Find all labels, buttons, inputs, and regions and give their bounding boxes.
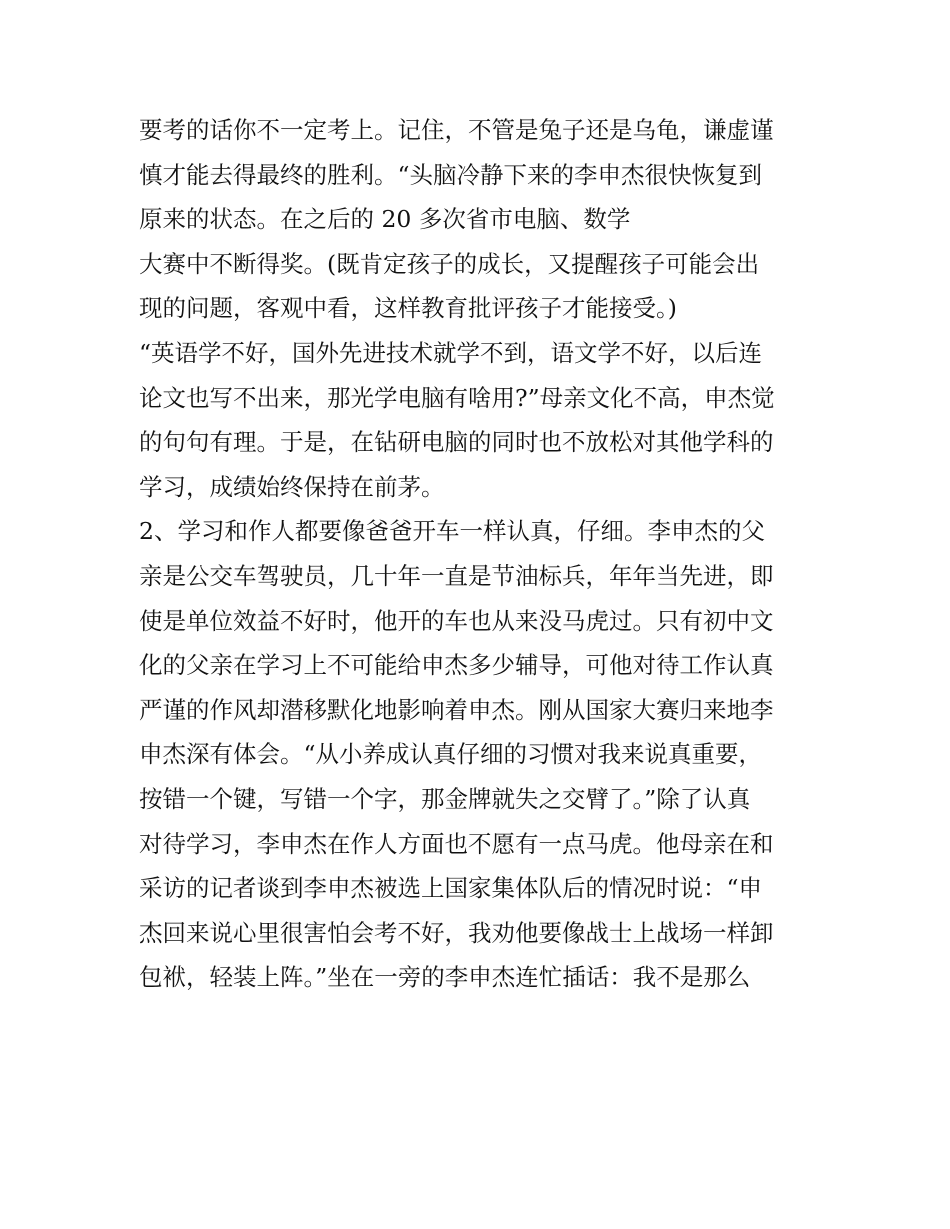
text-line: 包袱，轻装上阵。”坐在一旁的李申杰连忙插话：我不是那么 <box>139 963 751 992</box>
text-line: 2、学习和作人都要像爸爸开车一样认真，仔细。李申杰的父 <box>139 517 765 546</box>
text-line: 化的父亲在学习上不可能给申杰多少辅导，可他对待工作认真 <box>139 651 774 680</box>
text-line: “英语学不好，国外先进技术就学不到，语文学不好，以后连 <box>139 338 763 367</box>
text-line: 大赛中不断得奖。(既肯定孩子的成长，又提醒孩子可能会出 <box>139 249 760 278</box>
text-line: 要考的话你不一定考上。记住，不管是兔子还是乌龟，谦虚谨 <box>139 116 774 144</box>
document-body <box>139 108 819 1000</box>
text-line: 原来的状态。在之后的 20 多次省市电脑、数学 <box>139 205 631 234</box>
text-line: 使是单位效益不好时，他开的车也从来没马虎过。只有初中文 <box>139 606 774 635</box>
text-line: 的句句有理。于是，在钻研电脑的同时也不放松对其他学科的 <box>139 428 774 457</box>
text-line: 杰回来说心里很害怕会考不好，我劝他要像战士上战场一样卸 <box>139 918 774 947</box>
text-line: 学习，成绩始终保持在前茅。 <box>139 472 445 501</box>
text-line: 采访的记者谈到李申杰被选上国家集体队后的情况时说：“申 <box>139 874 763 903</box>
text-line: 慎才能去得最终的胜利。“头脑冷静下来的李申杰很快恢复到 <box>139 160 763 189</box>
text-line: 亲是公交车驾驶员，几十年一直是节油标兵，年年当先进，即 <box>139 561 774 590</box>
text-line: 对待学习，李申杰在作人方面也不愿有一点马虎。他母亲在和 <box>139 829 774 858</box>
text-line: 现的问题，客观中看，这样教育批评孩子才能接受。) <box>139 294 677 323</box>
text-line: 论文也写不出来，那光学电脑有啥用?”母亲文化不高，申杰觉 <box>139 383 775 412</box>
text-line: 严谨的作风却潜移默化地影响着申杰。刚从国家大赛归来地李 <box>139 695 774 724</box>
text-line: 按错一个键，写错一个字，那金牌就失之交臂了。”除了认真 <box>139 784 751 813</box>
text-line: 申杰深有体会。“从小养成认真仔细的习惯对我来说真重要， <box>139 740 763 769</box>
